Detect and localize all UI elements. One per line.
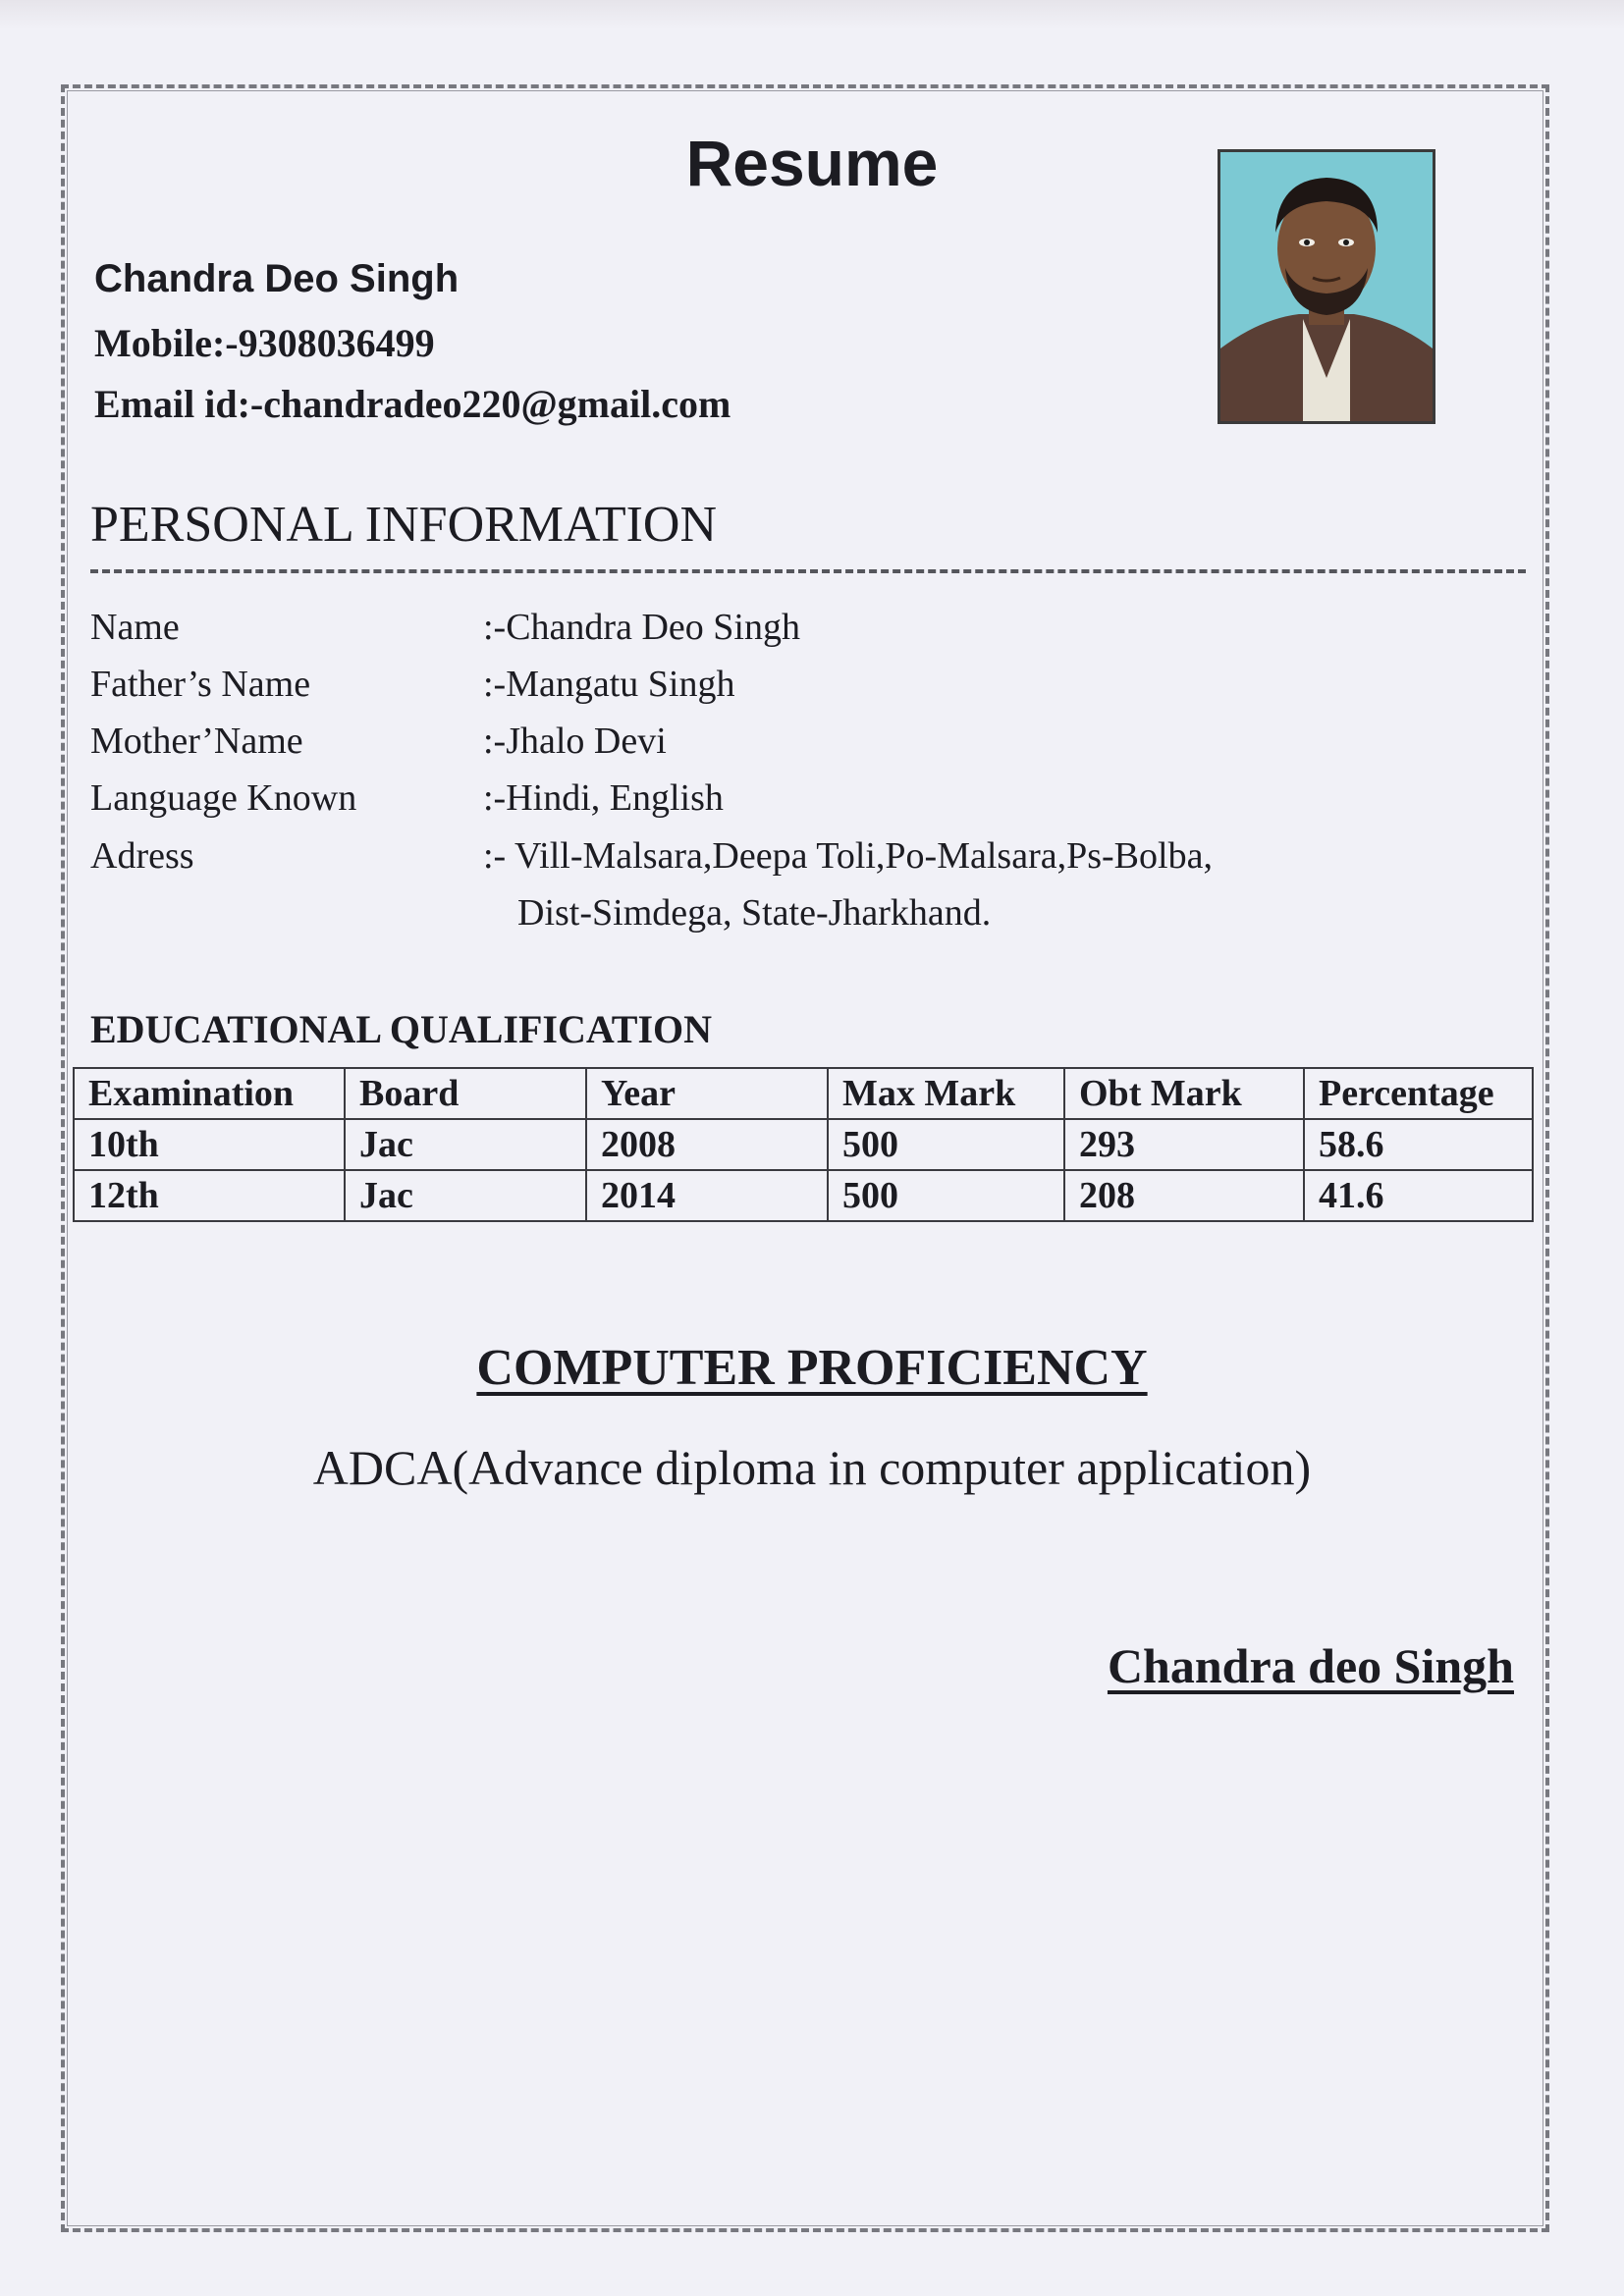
- table-row: [74, 1170, 1533, 1221]
- paper-edge: [0, 0, 1624, 29]
- column-header: Examination: [74, 1068, 345, 1119]
- table-header-row: [74, 1068, 1533, 1119]
- info-label: Name: [90, 607, 180, 648]
- portrait-photo-icon: [1218, 149, 1435, 424]
- table-row: [74, 1119, 1533, 1170]
- info-label: Father’s Name: [90, 664, 311, 705]
- column-header: Max Mark: [828, 1068, 1064, 1119]
- table-cell: 10th: [74, 1119, 345, 1170]
- document-title: Resume: [685, 127, 939, 199]
- info-value: :-Mangatu Singh: [483, 664, 735, 705]
- section-divider: [90, 569, 1526, 573]
- table-cell: 2014: [586, 1170, 828, 1221]
- signature: Chandra deo Singh: [1107, 1638, 1514, 1693]
- computer-proficiency-text: ADCA(Advance diploma in computer application): [312, 1440, 1312, 1495]
- email-address: Email id:-chandradeo220@gmail.com: [94, 382, 731, 426]
- column-header: Year: [586, 1068, 828, 1119]
- table-cell: 58.6: [1304, 1119, 1533, 1170]
- info-value: :-Chandra Deo Singh: [483, 607, 800, 648]
- education-heading: EDUCATIONAL QUALIFICATION: [90, 1007, 713, 1051]
- personal-information-heading: PERSONAL INFORMATION: [90, 497, 718, 553]
- table-cell: 500: [828, 1119, 1064, 1170]
- applicant-name: Chandra Deo Singh: [94, 257, 460, 300]
- info-value-continued: Dist-Simdega, State-Jharkhand.: [517, 892, 992, 934]
- table-cell: Jac: [345, 1119, 586, 1170]
- table-cell: Jac: [345, 1170, 586, 1221]
- info-value: :-Hindi, English: [483, 777, 724, 819]
- table-cell: 2008: [586, 1119, 828, 1170]
- computer-proficiency-heading: COMPUTER PROFICIENCY: [476, 1340, 1148, 1396]
- column-header: Percentage: [1304, 1068, 1533, 1119]
- table-cell: 41.6: [1304, 1170, 1533, 1221]
- info-label: Language Known: [90, 777, 357, 819]
- column-header: Obt Mark: [1064, 1068, 1304, 1119]
- info-label: Mother’Name: [90, 721, 303, 762]
- table-cell: 208: [1064, 1170, 1304, 1221]
- table-cell: 12th: [74, 1170, 345, 1221]
- mobile-number: Mobile:-9308036499: [94, 321, 435, 365]
- column-header: Board: [345, 1068, 586, 1119]
- info-value: :- Vill-Malsara,Deepa Toli,Po-Malsara,Ps-Bolba,: [483, 835, 1213, 877]
- table-cell: 293: [1064, 1119, 1304, 1170]
- education-table: [73, 1067, 1534, 1222]
- info-value: :-Jhalo Devi: [483, 721, 667, 762]
- table-cell: 500: [828, 1170, 1064, 1221]
- info-label: Adress: [90, 835, 194, 877]
